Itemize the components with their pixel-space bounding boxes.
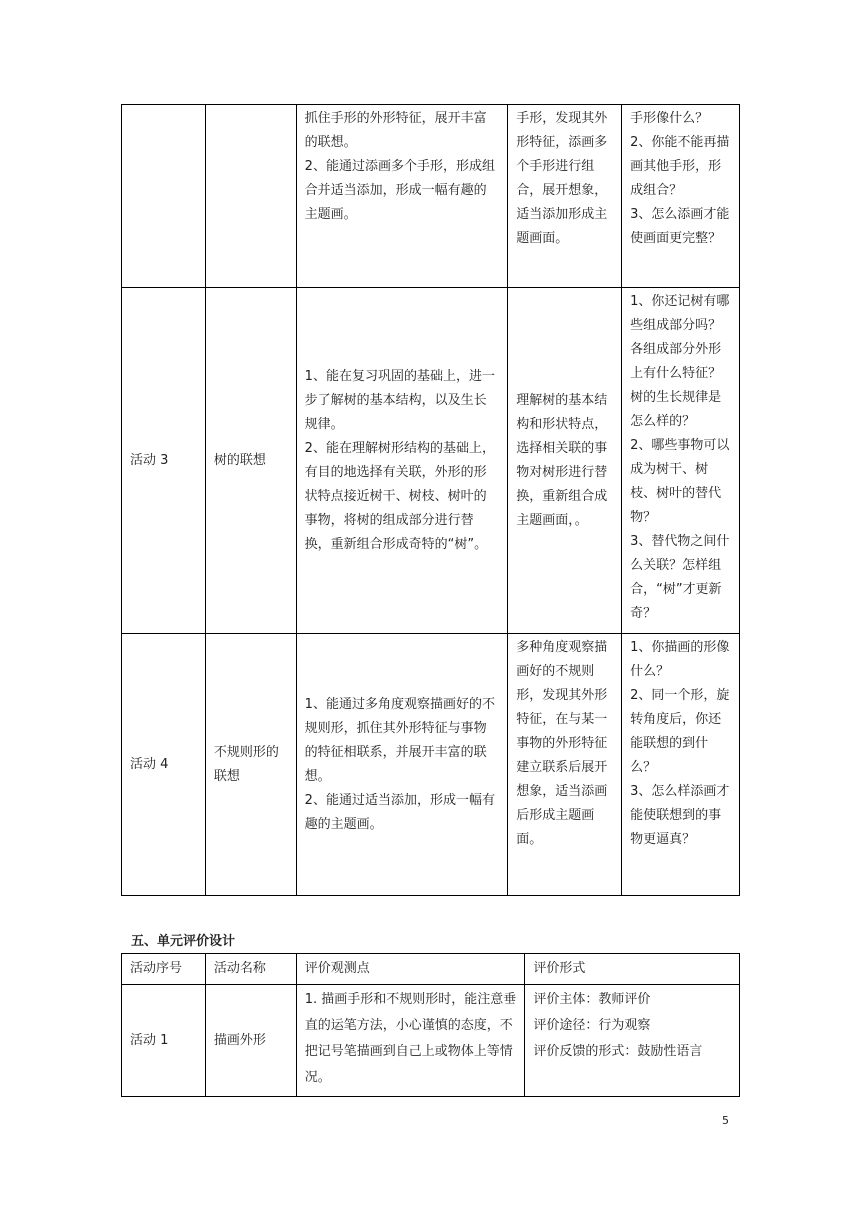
activity-points: 手形，发现其外形特征，添画多个手形进行组合，展开想象，适当添加形成主题画面。 <box>508 105 622 288</box>
activity-points: 多种角度观察描画好的不规则形，发现其外形特征，在与某一事物的外形特征建立联系后展开想象，适当添画后形成主题画面。 <box>508 634 622 896</box>
eval-form-text: 评价途径：行为观察 <box>533 1018 651 1033</box>
eval-forms <box>525 985 740 1097</box>
activity-points: 理解树的基本结构和形状特点，选择相关联的事物对树形进行替换，重新组合成主题画面，。 <box>508 288 622 634</box>
page-number: 5 <box>722 1114 729 1127</box>
activity-goals <box>296 105 508 288</box>
eval-form-text: 评价反馈的形式：鼓励性语言 <box>533 1044 703 1059</box>
activity-goals <box>296 634 508 896</box>
column-header: 评价观测点 <box>296 954 525 985</box>
activity-name: 树的联想 <box>205 288 296 634</box>
question-text: 1、你还记树有哪些组成部分吗？各组成部分外形上有什么特征？树的生长规律是怎么样的？ <box>630 294 730 429</box>
table-row <box>122 634 740 896</box>
column-header: 评价形式 <box>525 954 740 985</box>
activity-questions <box>622 288 740 634</box>
question-text: 1、你描画的形像什么？ <box>630 640 730 679</box>
goal-text: 2、能通过适当添加，形成一幅有趣的主题画。 <box>304 792 495 832</box>
activity-seq: 活动 3 <box>122 288 206 634</box>
activity-seq <box>122 105 206 288</box>
question-text: 2、同一个形，旋转角度后，你还能联想的到什么？ <box>630 688 730 775</box>
section-title: 五、单元评价设计 <box>131 934 236 949</box>
activity-name: 不规则形的联想 <box>205 634 296 896</box>
eval-form-text: 评价主体：教师评价 <box>533 992 651 1007</box>
question-text: 2、你能不能再描画其他手形，形成组合？ <box>630 135 730 198</box>
goal-text: 2、能在理解树形结构的基础上，有目的地选择有关联，外形的形状特点接近树干、树枝、树叶的事物，将树的组成部分进行替换，重新组合形成奇特的“树”。 <box>304 440 495 552</box>
activity-goals <box>296 288 508 634</box>
question-text: 3、替代物之间什么关联？怎样组合，“树”才更新奇？ <box>630 534 730 621</box>
question-text: 2、哪些事物可以成为树干、树枝、树叶的替代物？ <box>630 438 730 525</box>
eval-observe: 1. 描画手形和不规则形时，能注意垂直的运笔方法，小心谨慎的态度，不把记号笔描画到自己上或物体上等情况。 <box>296 985 525 1097</box>
question-text: 3、怎么样添画才能使联想到的事物更逼真？ <box>630 784 730 847</box>
question-text: 手形像什么？ <box>630 111 709 126</box>
table-header-row <box>122 954 740 985</box>
column-header: 活动名称 <box>205 954 296 985</box>
table-row <box>122 985 740 1097</box>
column-header: 活动序号 <box>122 954 206 985</box>
goal-text: 1、能在复习巩固的基础上，进一步了解树的基本结构，以及生长规律。 <box>304 368 495 432</box>
activity-name <box>205 105 296 288</box>
goal-text: 1、能通过多角度观察描画好的不规则形，抓住其外形特征与事物的特征相联系，并展开丰富的联想。 <box>304 696 495 784</box>
table-row <box>122 288 740 634</box>
eval-name: 描画外形 <box>205 985 296 1097</box>
activity-questions <box>622 105 740 288</box>
activity-questions <box>622 634 740 896</box>
goal-text: 2、能通过添画多个手形，形成组合并适当添加，形成一幅有趣的主题画。 <box>304 159 495 222</box>
eval-seq: 活动 1 <box>122 985 206 1097</box>
goal-text: 抓住手形的外形特征，展开丰富的联想。 <box>304 111 487 150</box>
question-text: 3、怎么添画才能使画面更完整？ <box>630 207 730 246</box>
activity-table <box>121 104 740 896</box>
activity-seq: 活动 4 <box>122 634 206 896</box>
evaluation-table <box>121 953 740 1097</box>
table-row <box>122 105 740 288</box>
